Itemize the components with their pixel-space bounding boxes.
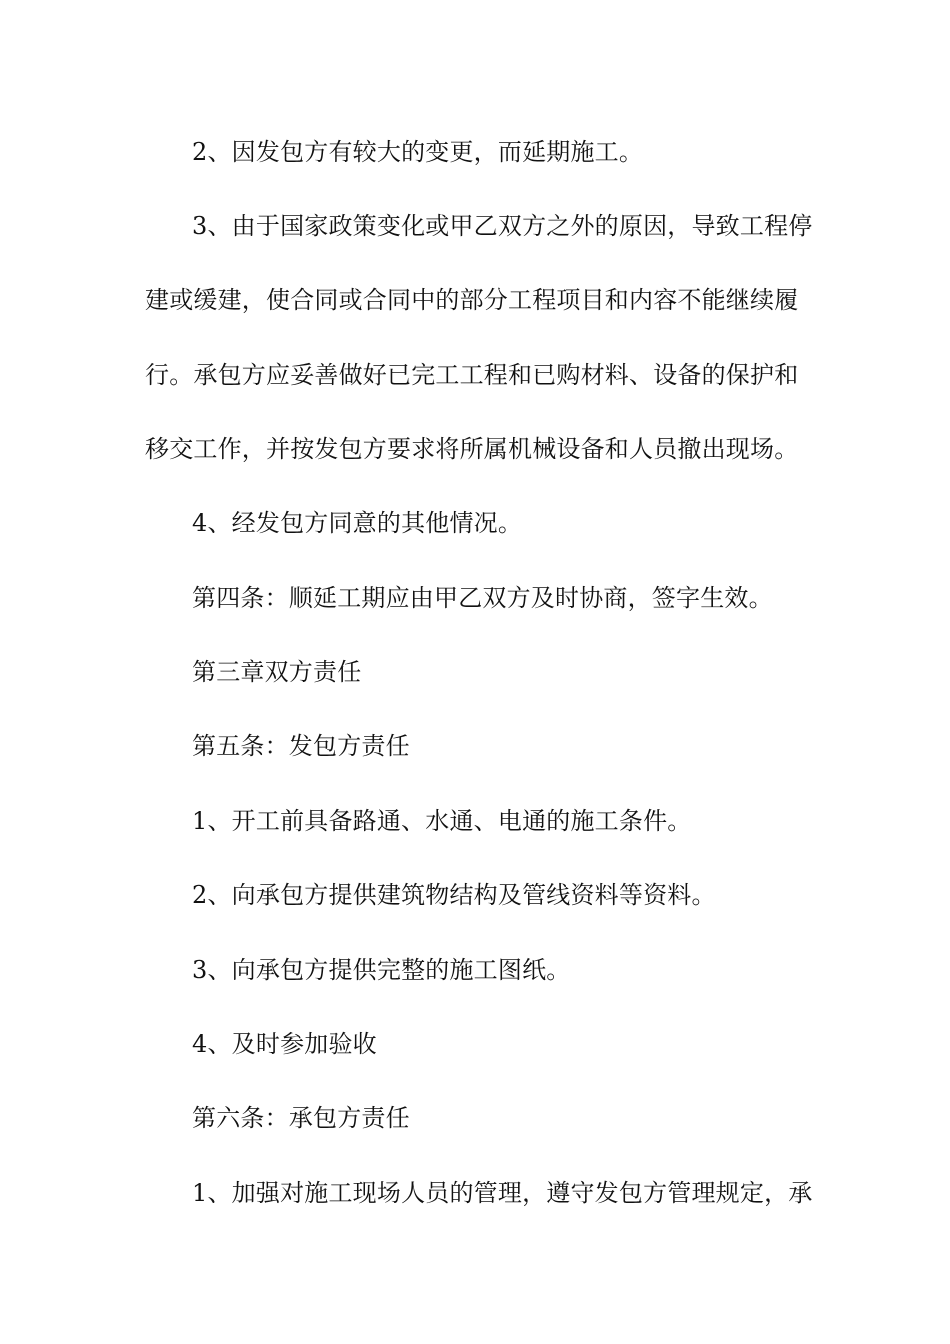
paragraph-line: 4、经发包方同意的其他情况。 xyxy=(192,509,523,537)
list-item: 2、向承包方提供建筑物结构及管线资料等资料。 xyxy=(192,881,716,909)
paragraph-line: 移交工作，并按发包方要求将所属机械设备和人员撤出现场。 xyxy=(145,435,799,463)
list-item: 1、开工前具备路通、水通、电通的施工条件。 xyxy=(192,807,692,835)
paragraph-line: 行。承包方应妥善做好已完工工程和已购材料、设备的保护和 xyxy=(145,361,799,389)
article-heading: 第六条：承包方责任 xyxy=(192,1104,410,1132)
paragraph-line: 3、由于国家政策变化或甲乙双方之外的原因，导致工程停 xyxy=(192,212,813,240)
article-heading: 第五条：发包方责任 xyxy=(192,732,410,760)
paragraph-line: 2、因发包方有较大的变更，而延期施工。 xyxy=(192,138,644,166)
list-item: 1、加强对施工现场人员的管理，遵守发包方管理规定，承 xyxy=(192,1179,813,1207)
list-item: 4、及时参加验收 xyxy=(192,1030,377,1058)
paragraph-line: 建或缓建，使合同或合同中的部分工程项目和内容不能继续履 xyxy=(145,286,799,314)
chapter-heading: 第三章双方责任 xyxy=(192,658,362,686)
list-item: 3、向承包方提供完整的施工图纸。 xyxy=(192,956,571,984)
article-heading: 第四条：顺延工期应由甲乙双方及时协商，签字生效。 xyxy=(192,584,773,612)
